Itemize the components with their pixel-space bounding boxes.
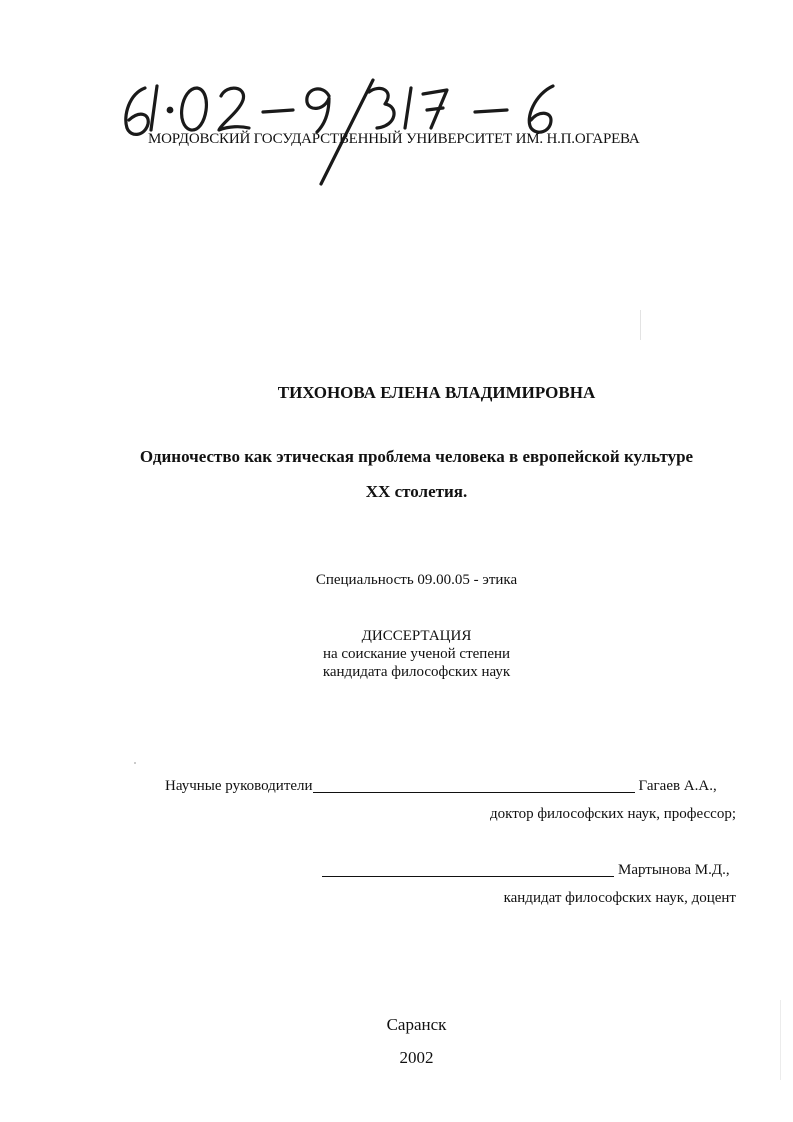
scan-speck — [640, 310, 641, 340]
supervisor-1-degree: доктор философских наук, профессор; — [489, 806, 736, 822]
supervisor-2-name: Мартынова М.Д., — [618, 862, 730, 878]
dissertation-block — [0, 627, 793, 681]
dissertation-heading: ДИССЕРТАЦИЯ — [361, 628, 472, 644]
dissertation-line-1: на соискание ученой степени — [322, 646, 511, 662]
author-name: ТИХОНОВА ЕЛЕНА ВЛАДИМИРОВНА — [277, 383, 596, 402]
scan-speck — [780, 1000, 781, 1080]
signature-line-2 — [322, 862, 614, 877]
supervisor-1-name: Гагаев А.А., — [638, 778, 717, 794]
specialty: Специальность 09.00.05 - этика — [315, 572, 518, 588]
scan-speck — [134, 762, 136, 764]
supervisor-2-degree: кандидат философских наук, доцент — [503, 890, 736, 906]
city: Саранск — [386, 1015, 447, 1034]
signature-line-1 — [313, 778, 635, 793]
university-name: МОРДОВСКИЙ ГОСУДАРСТВЕННЫЙ УНИВЕРСИТЕТ ИМ. Н.П.ОГАРЕВА — [148, 131, 640, 147]
thesis-title-line-2: XX столетия. — [365, 482, 468, 501]
handwritten-code-drawing — [115, 66, 575, 191]
thesis-title-line-1: Одиночество как этическая проблема человека в европейской культуре — [139, 447, 694, 466]
supervisor-2-row — [322, 862, 730, 879]
supervisors-label: Научные руководители — [165, 778, 313, 794]
dissertation-line-2: кандидата философских наук — [322, 664, 511, 680]
supervisor-1-row — [165, 778, 717, 795]
handwritten-registration-code — [115, 66, 575, 191]
year: 2002 — [399, 1048, 434, 1067]
